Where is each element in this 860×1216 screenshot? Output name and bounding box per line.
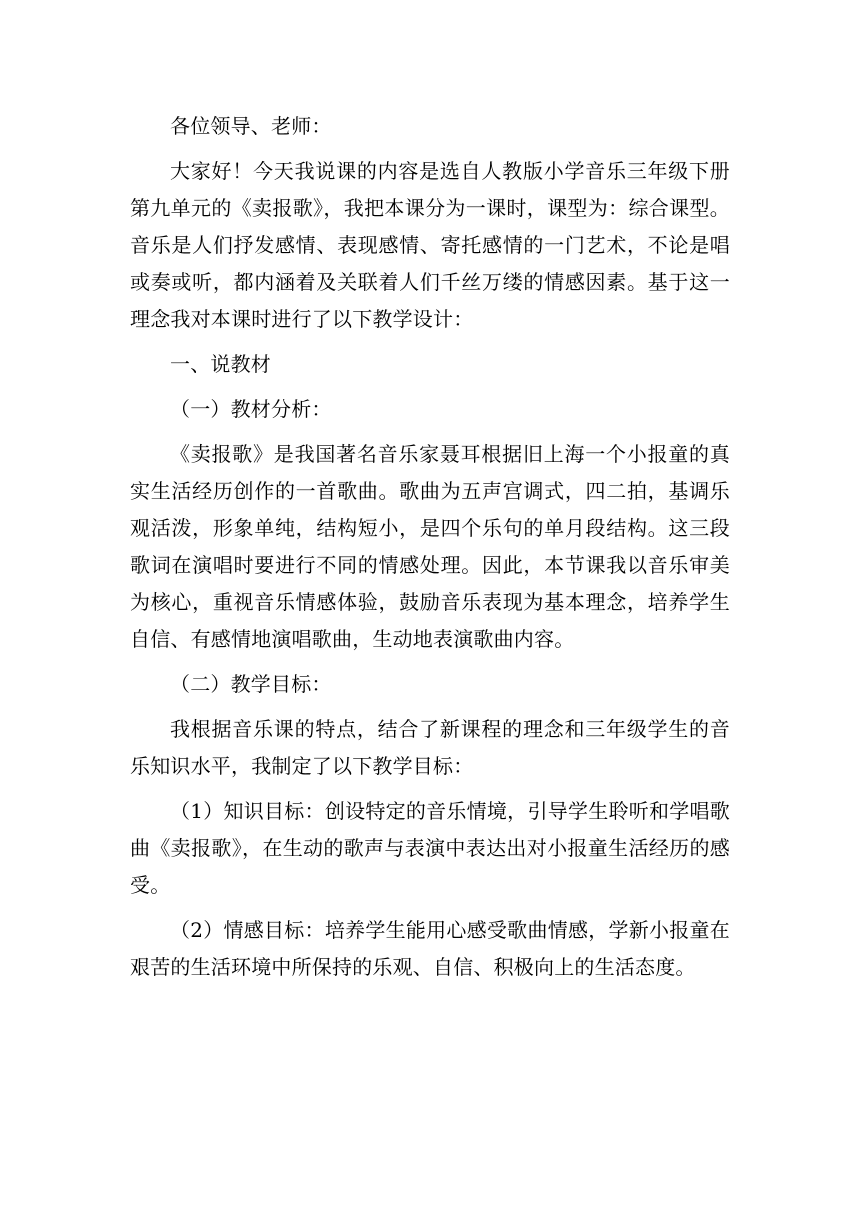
section-heading-teaching-material: 一、说教材: [170, 352, 271, 376]
material-analysis-paragraph: 《卖报歌》是我国著名音乐家聂耳根据旧上海一个小报童的真实生活经历创作的一首歌曲。歌曲为五声宫调式，四二拍，基调乐观活泼，形象单纯，结构短小，是四个乐句的单月段结构。这三段歌词在演唱时要进行不同的情感处理。因此，本节课我以音乐审美为核心，重视音乐情感体验，鼓励音乐表现为基本理念，培养学生自信、有感情地演唱歌曲，生动地表演歌曲内容。: [130, 442, 730, 651]
subheading-teaching-goals: （二）教学目标：: [170, 672, 332, 696]
intro-paragraph: 大家好！今天我说课的内容是选自人教版小学音乐三年级下册第九单元的《卖报歌》，我把本课分为一课时，课型为：综合课型。音乐是人们抒发感情、表现感情、寄托感情的一门艺术，不论是唱或奏或听，都内涵着及关联着人们千丝万缕的情感因素。基于这一理念我对本课时进行了以下教学设计：: [130, 159, 730, 331]
greeting: 各位领导、老师：: [170, 114, 332, 138]
goal-knowledge: （1）知识目标：创设特定的音乐情境，引导学生聆听和学唱歌曲《卖报歌》，在生动的歌声与表演中表达出对小报童生活经历的感受。: [130, 799, 730, 897]
goal-emotion: （2）情感目标：培养学生能用心感受歌曲情感，学新小报童在艰苦的生活环境中所保持的乐观、自信、积极向上的生活态度。: [130, 918, 730, 979]
document-page: [130, 108, 730, 994]
subheading-material-analysis: （一）教材分析：: [170, 397, 332, 421]
teaching-goals-paragraph: 我根据音乐课的特点，结合了新课程的理念和三年级学生的音乐知识水平，我制定了以下教学目标：: [130, 717, 730, 778]
